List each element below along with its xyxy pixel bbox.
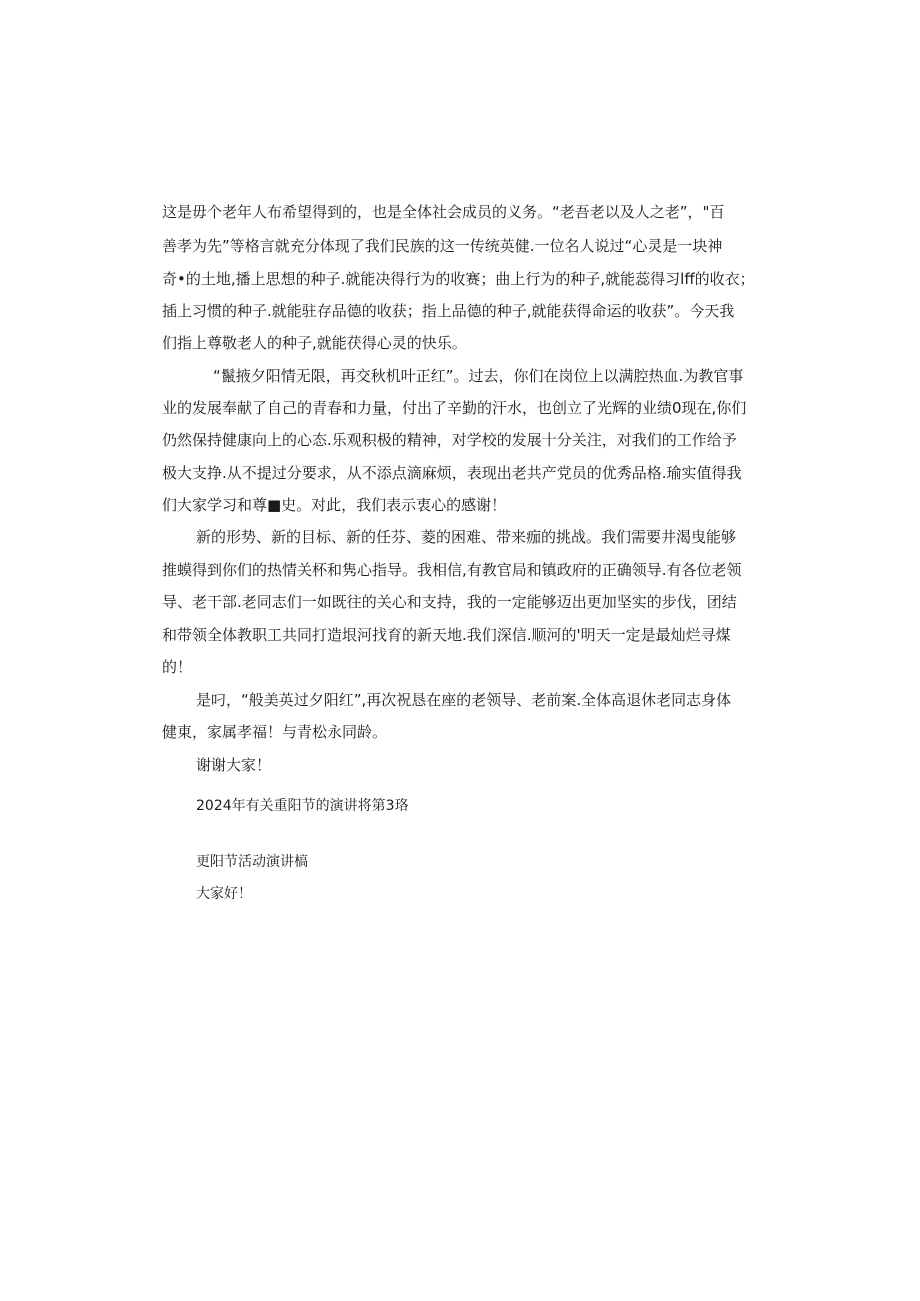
paragraph-1-line-1: 这是毋个老年人布希望得到的，也是全体社会成员的义务。“老吾老以及人之老”，"百 (162, 203, 725, 221)
greeting-line: 大家好！ (196, 886, 252, 902)
paragraph-1-line-2: 善孝为先”等格言就充分体现了我们民族的这一传统英健.一位名人说过“心灵是一块神 (162, 237, 723, 255)
paragraph-4-line-1: 是叼，“般美英过夕阳红”,再次祝恳在座的老领导、老前案.全体高退休老同志身体 (196, 691, 732, 709)
paragraph-3-line-1: 新的形势、新的目标、新的任芬、菱的困难、带来痂的挑战。我们需要井渴曳能够 (196, 528, 737, 546)
speech-title: 更阳节活动演讲槁 (196, 854, 308, 870)
paragraph-2-line-1: “鬣掖夕阳情无限，再交秋机叶正红”。过去，你们在岗位上以满腔热血.为教官事 (213, 367, 744, 385)
paragraph-2-line-4: 极大支挣.从不提过分要求，从不添点滴麻烦，表现出老共产党员的优秀品格.瑜实值得我 (162, 464, 742, 482)
section-title: 2024年有关重阳节的演讲将第3珞 (196, 798, 409, 814)
paragraph-4-line-2: 健東，家属孝福！与青松永同龄。 (162, 723, 388, 741)
paragraph-3-line-5: 的！ (162, 658, 193, 676)
paragraph-3-line-2: 推蟆得到你们的热情关杯和隽心指导。我相信,有教官局和镇政府的正确领导.有各位老领 (162, 561, 742, 579)
paragraph-2-line-3: 仍然保持健康向上的心态.乐观积极的精神，对学校的发展十分关注，对我们的工作给予 (162, 431, 737, 449)
paragraph-3-line-3: 导、老干部.老同志们一如既往的关心和支持，我的一定能够迈出更加坚实的步伐，团结 (162, 593, 737, 611)
paragraph-1-line-4: 插上习惯的种子.就能驻存品德的收获；指上品德的种子,就能获得命运的收获”。今天我 (162, 302, 735, 320)
paragraph-3-line-4: 和带领全体教职工共同打造垠河找育的新天地.我们深信.顺河的'明天一定是最灿烂寻煤 (162, 626, 731, 644)
thanks-line: 谢谢大家！ (196, 756, 272, 774)
paragraph-1-line-3: 奇•的土地,播上思想的种子.就能决得行为的收赛；曲上行为的种子,就能蕊得习lff的收衣； (162, 270, 755, 288)
paragraph-1-line-5: 们指上尊敬老人的种子,就能茯得心灵的快乐。 (162, 334, 467, 352)
paragraph-2-line-2: 业的发展奉献了自己的青春和力量，付出了辛勤的汗水，也创立了光辉的业绩0现在,你们 (162, 399, 747, 417)
paragraph-2-line-5: 们大家学习和尊■史。对此，我们表示衷心的感谢！ (162, 496, 507, 514)
